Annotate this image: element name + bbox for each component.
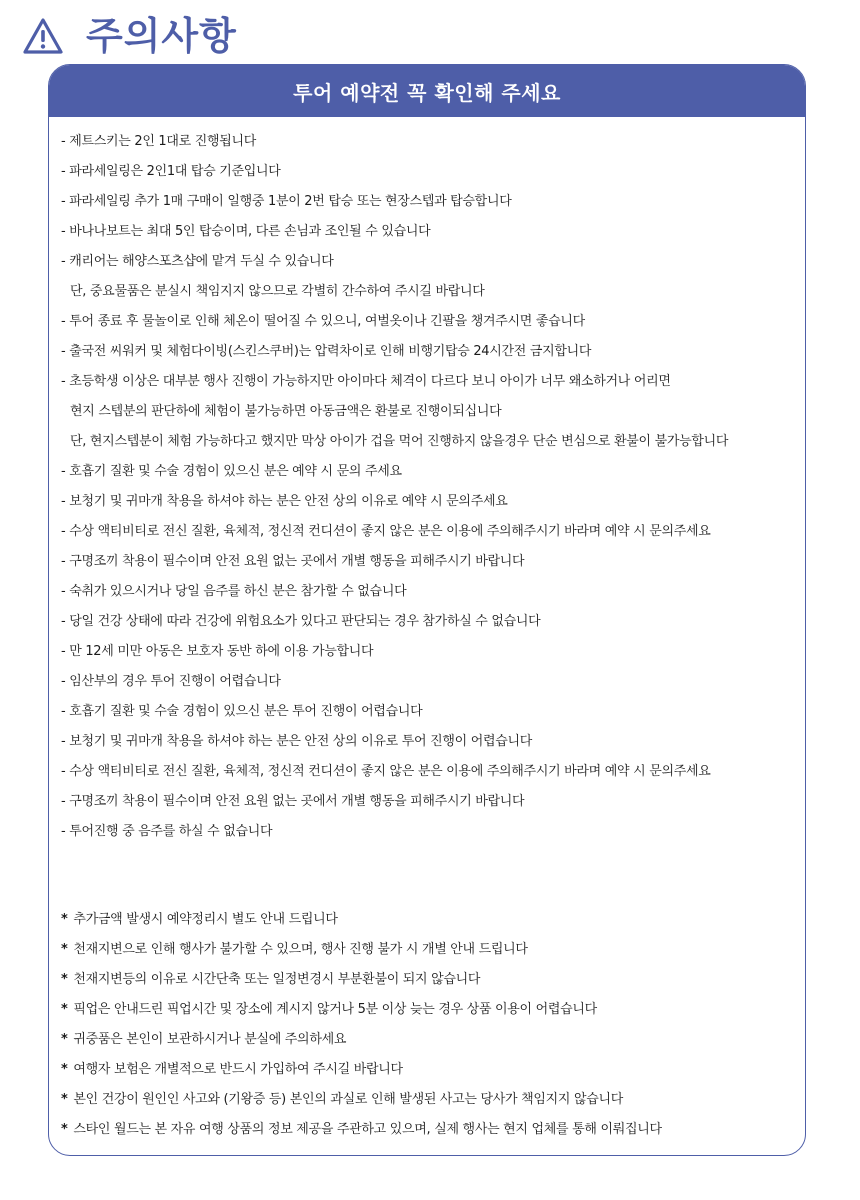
notes-list [61, 127, 801, 847]
extra-note-text: 천재지변등의 이유로 시간단축 또는 일정변경시 부분환불이 되지 않습니다 [73, 972, 481, 987]
note-item: - 숙취가 있으시거나 당일 음주를 하신 분은 참가할 수 없습니다 [61, 584, 407, 599]
extra-note-text: 귀중품은 본인이 보관하시거나 분실에 주의하세요 [73, 1032, 347, 1047]
note-item: - 수상 액티비티로 전신 질환, 육체적, 정신적 컨디션이 좋지 않은 분은 이용에 주의해주시기 바라며 예약 시 문의주세요 [61, 764, 711, 779]
note-continuation: 단, 현지스텝분이 체험 가능하다고 했지만 막상 아이가 겁을 먹어 진행하지 않을경우 단순 변심으로 환불이 불가능합니다 [70, 434, 729, 449]
page-header [22, 10, 237, 62]
asterisk-marker: * [61, 1062, 68, 1077]
note-item: - 파라세일링은 2인1대 탑승 기준입니다 [61, 164, 281, 179]
asterisk-marker: * [61, 912, 68, 927]
extra-note-item [61, 1055, 801, 1085]
asterisk-marker: * [61, 1092, 68, 1107]
asterisk-marker: * [61, 1032, 68, 1047]
note-continuation: 단, 중요물품은 분실시 책임지지 않으므로 각별히 간수하여 주시길 바랍니다 [70, 284, 485, 299]
extra-note-item [61, 905, 801, 935]
note-item: - 투어 종료 후 물놀이로 인해 체온이 떨어질 수 있으니, 여벌옷이나 긴팔을 챙겨주시면 좋습니다 [61, 314, 585, 329]
note-item: - 캐리어는 해양스포츠샵에 맡겨 두실 수 있습니다 [61, 254, 334, 269]
note-item: - 수상 액티비티로 전신 질환, 육체적, 정신적 컨디션이 좋지 않은 분은 이용에 주의해주시기 바라며 예약 시 문의주세요 [61, 524, 711, 539]
note-item: - 바나나보트는 최대 5인 탑승이며, 다른 손님과 조인될 수 있습니다 [61, 224, 431, 239]
extra-note-text: 픽업은 안내드린 픽업시간 및 장소에 계시지 않거나 5분 이상 늦는 경우 상품 이용이 어렵습니다 [73, 1002, 597, 1017]
note-item: - 구명조끼 착용이 필수이며 안전 요원 없는 곳에서 개별 행동을 피해주시기 바랍니다 [61, 554, 525, 569]
asterisk-marker: * [61, 942, 68, 957]
note-item: - 보청기 및 귀마개 착용을 하셔야 하는 분은 안전 상의 이유로 예약 시 문의주세요 [61, 494, 508, 509]
note-item: - 임산부의 경우 투어 진행이 어렵습니다 [61, 674, 281, 689]
asterisk-marker: * [61, 1002, 68, 1017]
note-item: - 파라세일링 추가 1매 구매이 일행중 1분이 2번 탑승 또는 현장스텝과 탑승합니다 [61, 194, 512, 209]
notice-box [48, 64, 806, 1156]
extras-list [61, 905, 801, 1145]
note-item: - 호흡기 질환 및 수술 경험이 있으신 분은 투어 진행이 어렵습니다 [61, 704, 423, 719]
note-item: - 호흡기 질환 및 수술 경험이 있으신 분은 예약 시 문의 주세요 [61, 464, 402, 479]
asterisk-marker: * [61, 972, 68, 987]
extra-note-item [61, 1115, 801, 1145]
extra-note-text: 추가금액 발생시 예약정리시 별도 안내 드립니다 [73, 912, 338, 927]
warning-triangle-icon [22, 16, 64, 56]
extra-note-item [61, 965, 801, 995]
note-item: - 초등학생 이상은 대부분 행사 진행이 가능하지만 아이마다 체격이 다르다 보니 아이가 너무 왜소하거나 어리면 [61, 374, 671, 389]
extra-note-text: 천재지변으로 인해 행사가 불가할 수 있으며, 행사 진행 불가 시 개별 안내 드립니다 [73, 942, 528, 957]
extra-note-item [61, 995, 801, 1025]
note-item: - 출국전 씨워커 및 체험다이빙(스킨스쿠버)는 압력차이로 인해 비행기탑승 24시간전 금지합니다 [61, 344, 592, 359]
note-continuation: 현지 스텝분의 판단하에 체험이 불가능하면 아동금액은 환불로 진행이되십니다 [70, 404, 502, 419]
extra-note-item [61, 935, 801, 965]
extra-note-item [61, 1025, 801, 1055]
note-item: - 제트스키는 2인 1대로 진행됩니다 [61, 134, 257, 149]
note-item: - 보청기 및 귀마개 착용을 하셔야 하는 분은 안전 상의 이유로 투어 진행이 어렵습니다 [61, 734, 532, 749]
notice-banner: 투어 예약전 꼭 확인해 주세요 [49, 65, 805, 117]
note-item: - 당일 건강 상태에 따라 건강에 위험요소가 있다고 판단되는 경우 참가하실 수 없습니다 [61, 614, 541, 629]
asterisk-marker: * [61, 1122, 68, 1137]
extra-note-text: 여행자 보험은 개별적으로 반드시 가입하여 주시길 바랍니다 [73, 1062, 403, 1077]
extra-note-text: 본인 건강이 원인인 사고와 (기왕증 등) 본인의 과실로 인해 발생된 사고는 당사가 책임지지 않습니다 [73, 1092, 624, 1107]
note-item: - 투어진행 중 음주를 하실 수 없습니다 [61, 824, 273, 839]
extra-note-text: 스타인 월드는 본 자유 여행 상품의 정보 제공을 주관하고 있으며, 실제 행사는 현지 업체를 통해 이뤄집니다 [73, 1122, 662, 1137]
extra-note-item [61, 1085, 801, 1115]
note-item: - 구명조끼 착용이 필수이며 안전 요원 없는 곳에서 개별 행동을 피해주시기 바랍니다 [61, 794, 525, 809]
page-title: 주의사항 [86, 14, 237, 58]
note-item: - 만 12세 미만 아동은 보호자 동반 하에 이용 가능합니다 [61, 644, 374, 659]
